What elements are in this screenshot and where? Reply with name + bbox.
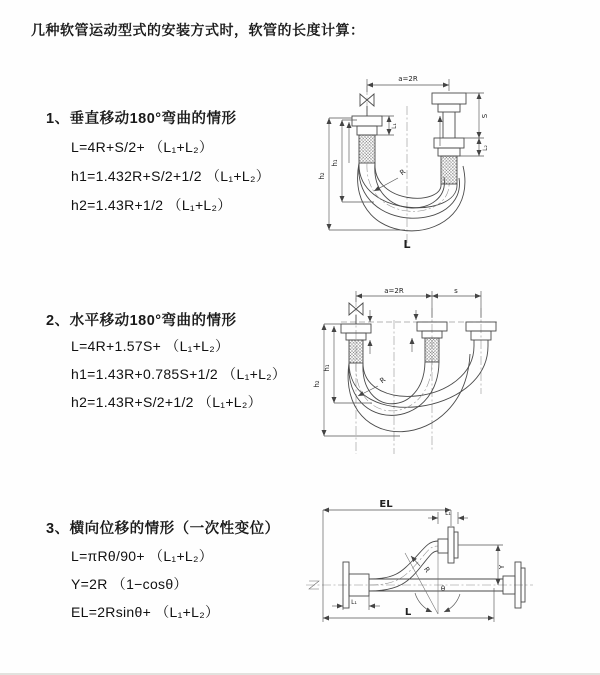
dim-l2-label: L₂	[482, 145, 489, 151]
dim-h2-label: h₂	[313, 380, 321, 388]
dim-s	[464, 93, 489, 138]
dim-a2r	[367, 75, 449, 92]
section-1-heading: 1、垂直移动180°弯曲的情形	[46, 111, 237, 127]
radius-label: R	[421, 565, 432, 575]
left-pipe-fitting	[352, 116, 382, 163]
radius-label: R	[398, 167, 408, 178]
dim-l1	[375, 116, 398, 135]
dim-s-label: S	[481, 113, 489, 119]
dim-l2	[459, 138, 489, 156]
section-3-formula-EL: EL=2Rsinθ+ （L₁+L₂）	[71, 604, 220, 620]
dim-s-label: s	[454, 287, 458, 295]
dim-l1-top	[428, 510, 468, 524]
angle-construction	[405, 553, 460, 614]
section-2-heading: 2、水平移动180°弯曲的情形	[46, 313, 237, 329]
section-3-formula-Y: Y=2R （1−cosθ）	[71, 576, 188, 592]
length-label: L	[403, 238, 411, 251]
dim-h1-label: h₁	[331, 159, 339, 167]
braided-hose-section	[359, 135, 375, 163]
section-3-formula-L: L=πRθ/90+ （L₁+L₂）	[71, 548, 214, 564]
section-2-formula-h2: h2=1.43R+S/2+1/2 （L₁+L₂）	[71, 394, 262, 410]
dim-l1-top-label: L₁	[445, 510, 451, 517]
dim-el-label: EL	[379, 499, 393, 510]
dim-a2r-label: a=2R	[398, 75, 418, 83]
dim-y-label: Y	[498, 564, 506, 570]
dim-h1	[323, 326, 372, 403]
section-2-formula-h1: h1=1.43R+0.785S+1/2 （L₁+L₂）	[71, 366, 287, 382]
section-3-heading: 3、横向位移的情形（一次性变位）	[46, 521, 280, 537]
upper-flange	[438, 527, 458, 563]
braided-hose-section	[349, 340, 363, 363]
right-pipe-fitting	[432, 93, 466, 184]
measure-arrows	[370, 310, 416, 354]
page-title: 几种软管运动型式的安装方式时，软管的长度计算：	[31, 22, 365, 38]
radius-label: R	[378, 375, 388, 386]
section-1-formula-h1: h1=1.432R+S/2+1/2 （L₁+L₂）	[71, 168, 271, 184]
center-axis-lines	[356, 298, 481, 454]
section-1-formula-L: L=4R+S/2+ （L₁+L₂）	[71, 139, 214, 155]
dim-l-label: L	[404, 607, 412, 618]
dim-h2-label: h₂	[318, 172, 326, 180]
dim-l1-bottom	[332, 596, 380, 610]
section-1-formula-h2: h2=1.43R+1/2 （L₁+L₂）	[71, 197, 232, 213]
angle-label: θ	[440, 585, 446, 593]
diagram-lateral-displacement	[298, 498, 600, 643]
dim-l1-label: L₁	[391, 123, 398, 129]
section-2-formula-L: L=4R+1.57S+ （L₁+L₂）	[71, 338, 230, 354]
dim-a2r	[356, 287, 481, 318]
dim-h1-label: h₁	[323, 364, 331, 372]
diagram-vertical-bend	[312, 68, 598, 260]
dim-a2r-label: a=2R	[384, 287, 404, 295]
braided-hose-section	[425, 338, 439, 362]
hose-curves	[348, 346, 488, 432]
dim-l1-bottom-label: L₁	[351, 599, 357, 606]
braided-hose-section	[441, 156, 457, 184]
dim-el	[323, 499, 451, 622]
dim-s	[432, 287, 481, 296]
diagram-horizontal-bend	[312, 282, 598, 462]
left-pipe-fitting	[341, 324, 371, 363]
